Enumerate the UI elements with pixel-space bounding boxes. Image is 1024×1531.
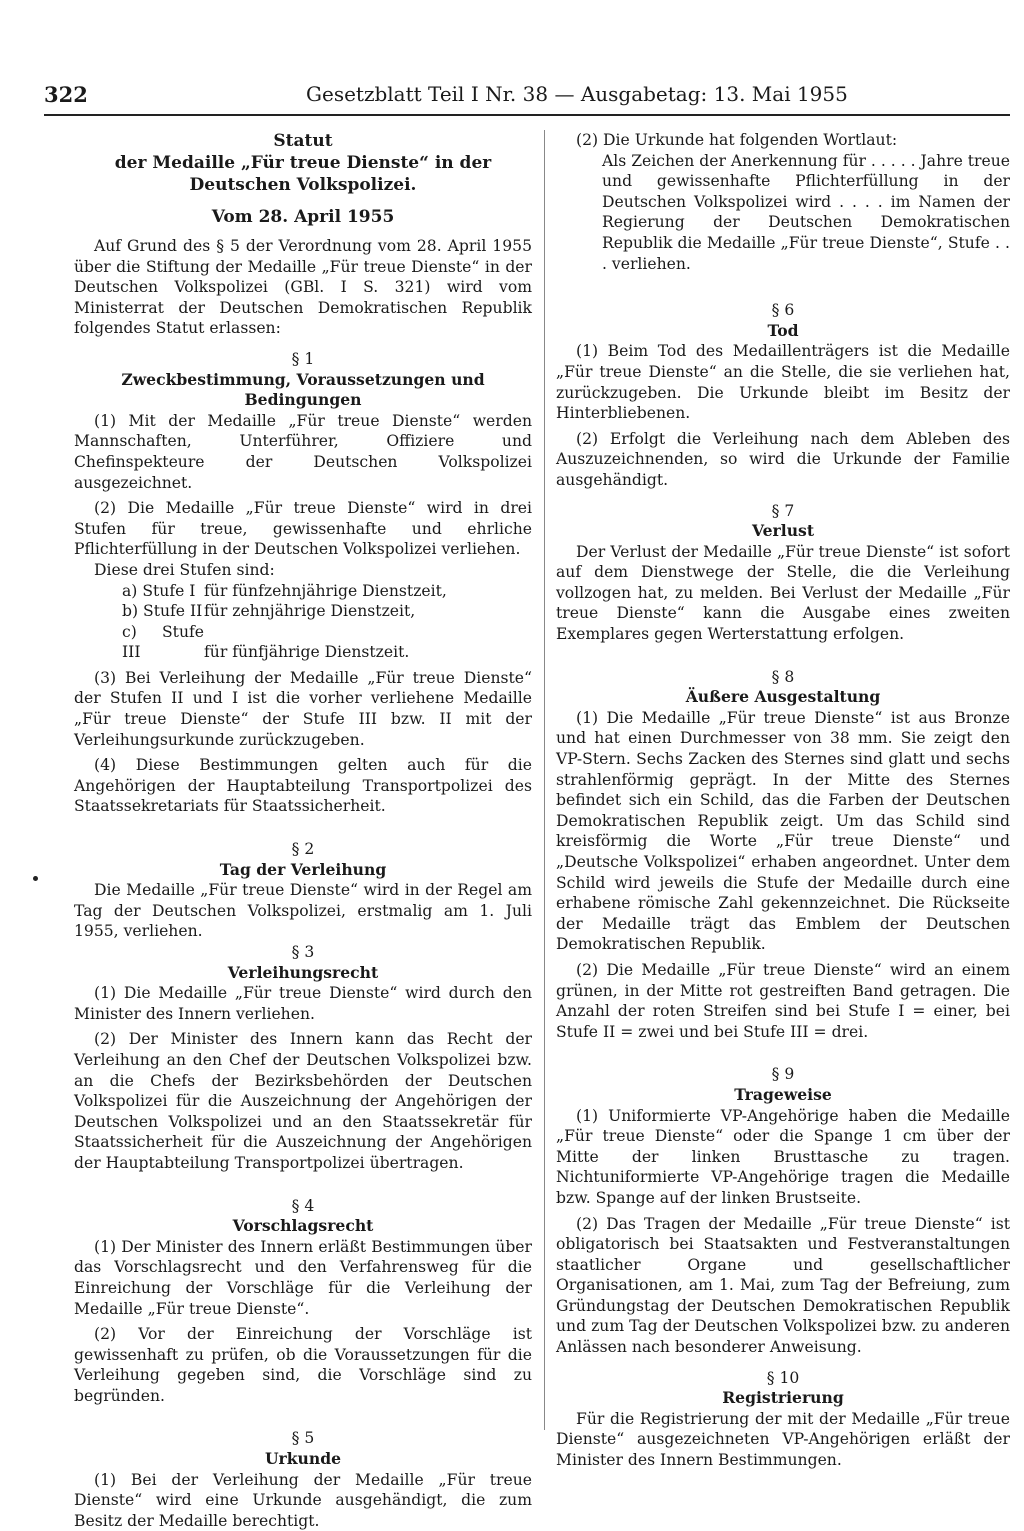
section-heading: Registrierung: [722, 1388, 844, 1408]
paragraph: Die Medaille „Für treue Dienste“ wird in der Regel am Tag der Deutschen Volkspolizei, erstmalig am 1. Juli 1955, verliehen.: [74, 881, 532, 941]
section-heading: Äußere Ausgestaltung: [685, 687, 881, 707]
statute-title: der Medaille „Für treue Dienste“ in der: [114, 153, 492, 173]
statute-date: Vom 28. April 1955: [211, 207, 395, 227]
paragraph: (1) Bei der Verleihung der Medaille „Für treue Dienste“ wird eine Urkunde ausgehändigt, die zum Besitz der Medaille berechtigt.: [74, 1470, 532, 1530]
section-heading: Tag der Verleihung: [219, 859, 387, 879]
section-heading: Verleihungsrecht: [227, 962, 379, 982]
section-number: § 2: [291, 840, 315, 859]
list-item: c) Stufe III für fünfjährige Dienstzeit.: [122, 622, 410, 662]
page-header: [44, 78, 1010, 116]
stufen-list: [122, 581, 532, 663]
list-item: a) Stufe I für fünfzehnjährige Dienstzeit,: [122, 581, 447, 600]
paragraph: (2) Der Minister des Innern kann das Recht der Verleihung an den Chef der Deutschen Volkspolizei bzw. an die Chefs der Bezirksbehörden der Deutschen Volkspolizei für die Auszeichnung der Angehörigen der Deutschen Volkspolizei und an den Staatssekretär für Staatssicherheit für die Auszeichnung der Angehörigen der Hauptabteilung Transportpolizei übertragen.: [74, 1030, 532, 1172]
paragraph: (1) Die Medaille „Für treue Dienste“ ist aus Bronze und hat einen Durchmesser von 38 mm. Sie zeigt den VP-Stern. Sechs Zacken des Sternes sind glatt und sechs strahlenförmig geprägt. In der Mitte des Sternes befindet sich ein Schild, das die Farben der Deutschen Demokratischen Republik zeigt. Um das Schild sind kreisförmig die Worte „Für treue Dienste“ und „Deutsche Volkspolizei“ erhaben angeordnet. Unter dem Schild wird jeweils die Stufe der Medaille durch eine erhabene römische Zahl gekennzeichnet. Die Rückseite der Medaille trägt das Emblem der Deutschen Demokratischen Republik.: [556, 708, 1010, 954]
statute-title: Statut: [273, 131, 333, 151]
section-heading: Verlust: [751, 521, 815, 541]
section-number: § 4: [291, 1196, 315, 1215]
paragraph: (1) Der Minister des Innern erläßt Bestimmungen über das Vorschlagsrecht und den Verfahrensweg für die Einreichung der Vorschläge für die Verleihung der Medaille „Für treue Dienste“.: [74, 1237, 532, 1318]
gazette-title: Gesetzblatt Teil I Nr. 38 — Ausgabetag: 13. Mai 1955: [306, 82, 848, 106]
section-number: § 5: [291, 1429, 315, 1448]
list-item: b) Stufe II für zehnjährige Dienstzeit,: [122, 602, 416, 621]
right-column: [556, 130, 1010, 1471]
paragraph: (2) Die Medaille „Für treue Dienste“ wird an einem grünen, in der Mitte rot gestreiften Band getragen. Die Anzahl der roten Streifen sind bei Stufe I = einer, bei Stufe II = zwei und bei Stufe III = drei.: [556, 960, 1010, 1041]
paragraph: (1) Uniformierte VP-Angehörige haben die Medaille „Für treue Dienste“ oder die Spange 1 cm über der Mitte der linken Brusttasche zu tragen. Nichtuniformierte VP-Angehörige tragen die Medaille bzw. Spange auf der linken Brustseite.: [556, 1106, 1010, 1207]
paragraph: (1) Mit der Medaille „Für treue Dienste“ werden Mannschaften, Unterführer, Offiziere und Chefinspekteure der Deutschen Volkspolizei ausgezeichnet.: [74, 411, 532, 492]
section-number: § 1: [291, 349, 315, 368]
paragraph: (2) Die Urkunde hat folgenden Wortlaut:: [576, 131, 898, 149]
section-number: § 9: [771, 1065, 795, 1084]
section-heading: Zweckbestimmung, Voraussetzungen und Bedingungen: [121, 369, 485, 410]
paragraph: (4) Diese Bestimmungen gelten auch für die Angehörigen der Hauptabteilung Transportpolizei des Staatssekretariats für Staatssicherheit.: [74, 756, 532, 816]
section-heading: Trageweise: [734, 1084, 832, 1104]
paragraph: Für die Registrierung der mit der Medaille „Für treue Dienste“ ausgezeichneten VP-Angehörigen erläßt der Minister des Innern Bestimmungen.: [556, 1409, 1010, 1470]
left-column: [74, 130, 532, 1531]
paragraph: (2) Die Medaille „Für treue Dienste“ wird in drei Stufen für treue, gewissenhafte und ehrliche Pflichterfüllung in der Deutschen Volkspolizei verliehen.: [74, 499, 532, 559]
section-number: § 3: [291, 943, 315, 961]
stufen-intro: Diese drei Stufen sind:: [94, 560, 275, 579]
paragraph: (1) Beim Tod des Medaillenträgers ist die Medaille „Für treue Dienste“ an die Stelle, die sie verliehen hat, zurückzugeben. Die Urkunde bleibt im Besitz der Hinterbliebenen.: [556, 342, 1010, 423]
section-number: § 7: [771, 501, 795, 520]
section-number: § 10: [766, 1368, 800, 1387]
certificate-wording: Als Zeichen der Anerkennung für . . . . . Jahre treue und gewissenhafte Pflichterfüllung in der Deutschen Volkspolizei wird . . . . im Namen der Regierung der Deutschen Demokratischen Republik die Medaille „Für treue Dienste“, Stufe . . . verliehen.: [602, 151, 1010, 273]
paragraph: (2) Das Tragen der Medaille „Für treue Dienste“ ist obligatorisch bei Staatsakten und Festveranstaltungen staatlicher Organe und gesellschaftlicher Organisationen, am 1. Mai, zum Tag der Befreiung, zum Gründungstag der Deutschen Demokratischen Republik und zum Tag der Deutschen Volkspolizei bzw. zu anderen Anlässen nach besonderer Anweisung.: [556, 1214, 1010, 1357]
paragraph: (3) Bei Verleihung der Medaille „Für treue Dienste“ der Stufen II und I ist die vorher verliehene Medaille „Für treue Dienste“ der Stufe III bzw. II mit der Verleihungsurkunde zurückzugeben.: [74, 668, 532, 749]
margin-mark: [33, 876, 38, 881]
paragraph: Der Verlust der Medaille „Für treue Dienste“ ist sofort auf dem Dienstwege der Stelle, die die Verleihung vollzogen hat, zu melden. Bei Verlust der Medaille „Für treue Dienste“ kann die Ausgabe eines zweiten Exemplares gegen Werterstattung erfolgen.: [556, 542, 1010, 644]
section-heading: Urkunde: [264, 1449, 342, 1469]
section-heading: Vorschlagsrecht: [232, 1216, 374, 1236]
section-number: § 8: [771, 667, 795, 686]
paragraph: (2) Vor der Einreichung der Vorschläge ist gewissenhaft zu prüfen, ob die Voraussetzungen für die Verleihung gegeben sind, die Vorschläge sind zu begründen.: [74, 1325, 532, 1405]
statute-title: Deutschen Volkspolizei.: [189, 175, 417, 195]
page-number: 322: [44, 82, 88, 107]
column-divider: [544, 130, 545, 1430]
paragraph: (1) Die Medaille „Für treue Dienste“ wird durch den Minister des Innern verliehen.: [74, 984, 532, 1023]
section-heading: Tod: [767, 320, 799, 340]
preamble: Auf Grund des § 5 der Verordnung vom 28. April 1955 über die Stiftung der Medaille „Für treue Dienste“ in der Deutschen Volkspolizei (GBl. I S. 321) wird vom Ministerrat der Deutschen Demokratischen Republik folgendes Statut erlassen:: [74, 237, 532, 338]
paragraph: (2) Erfolgt die Verleihung nach dem Ableben des Auszuzeichnenden, so wird die Urkunde der Familie ausgehändigt.: [556, 429, 1010, 489]
section-number: § 6: [771, 301, 795, 320]
